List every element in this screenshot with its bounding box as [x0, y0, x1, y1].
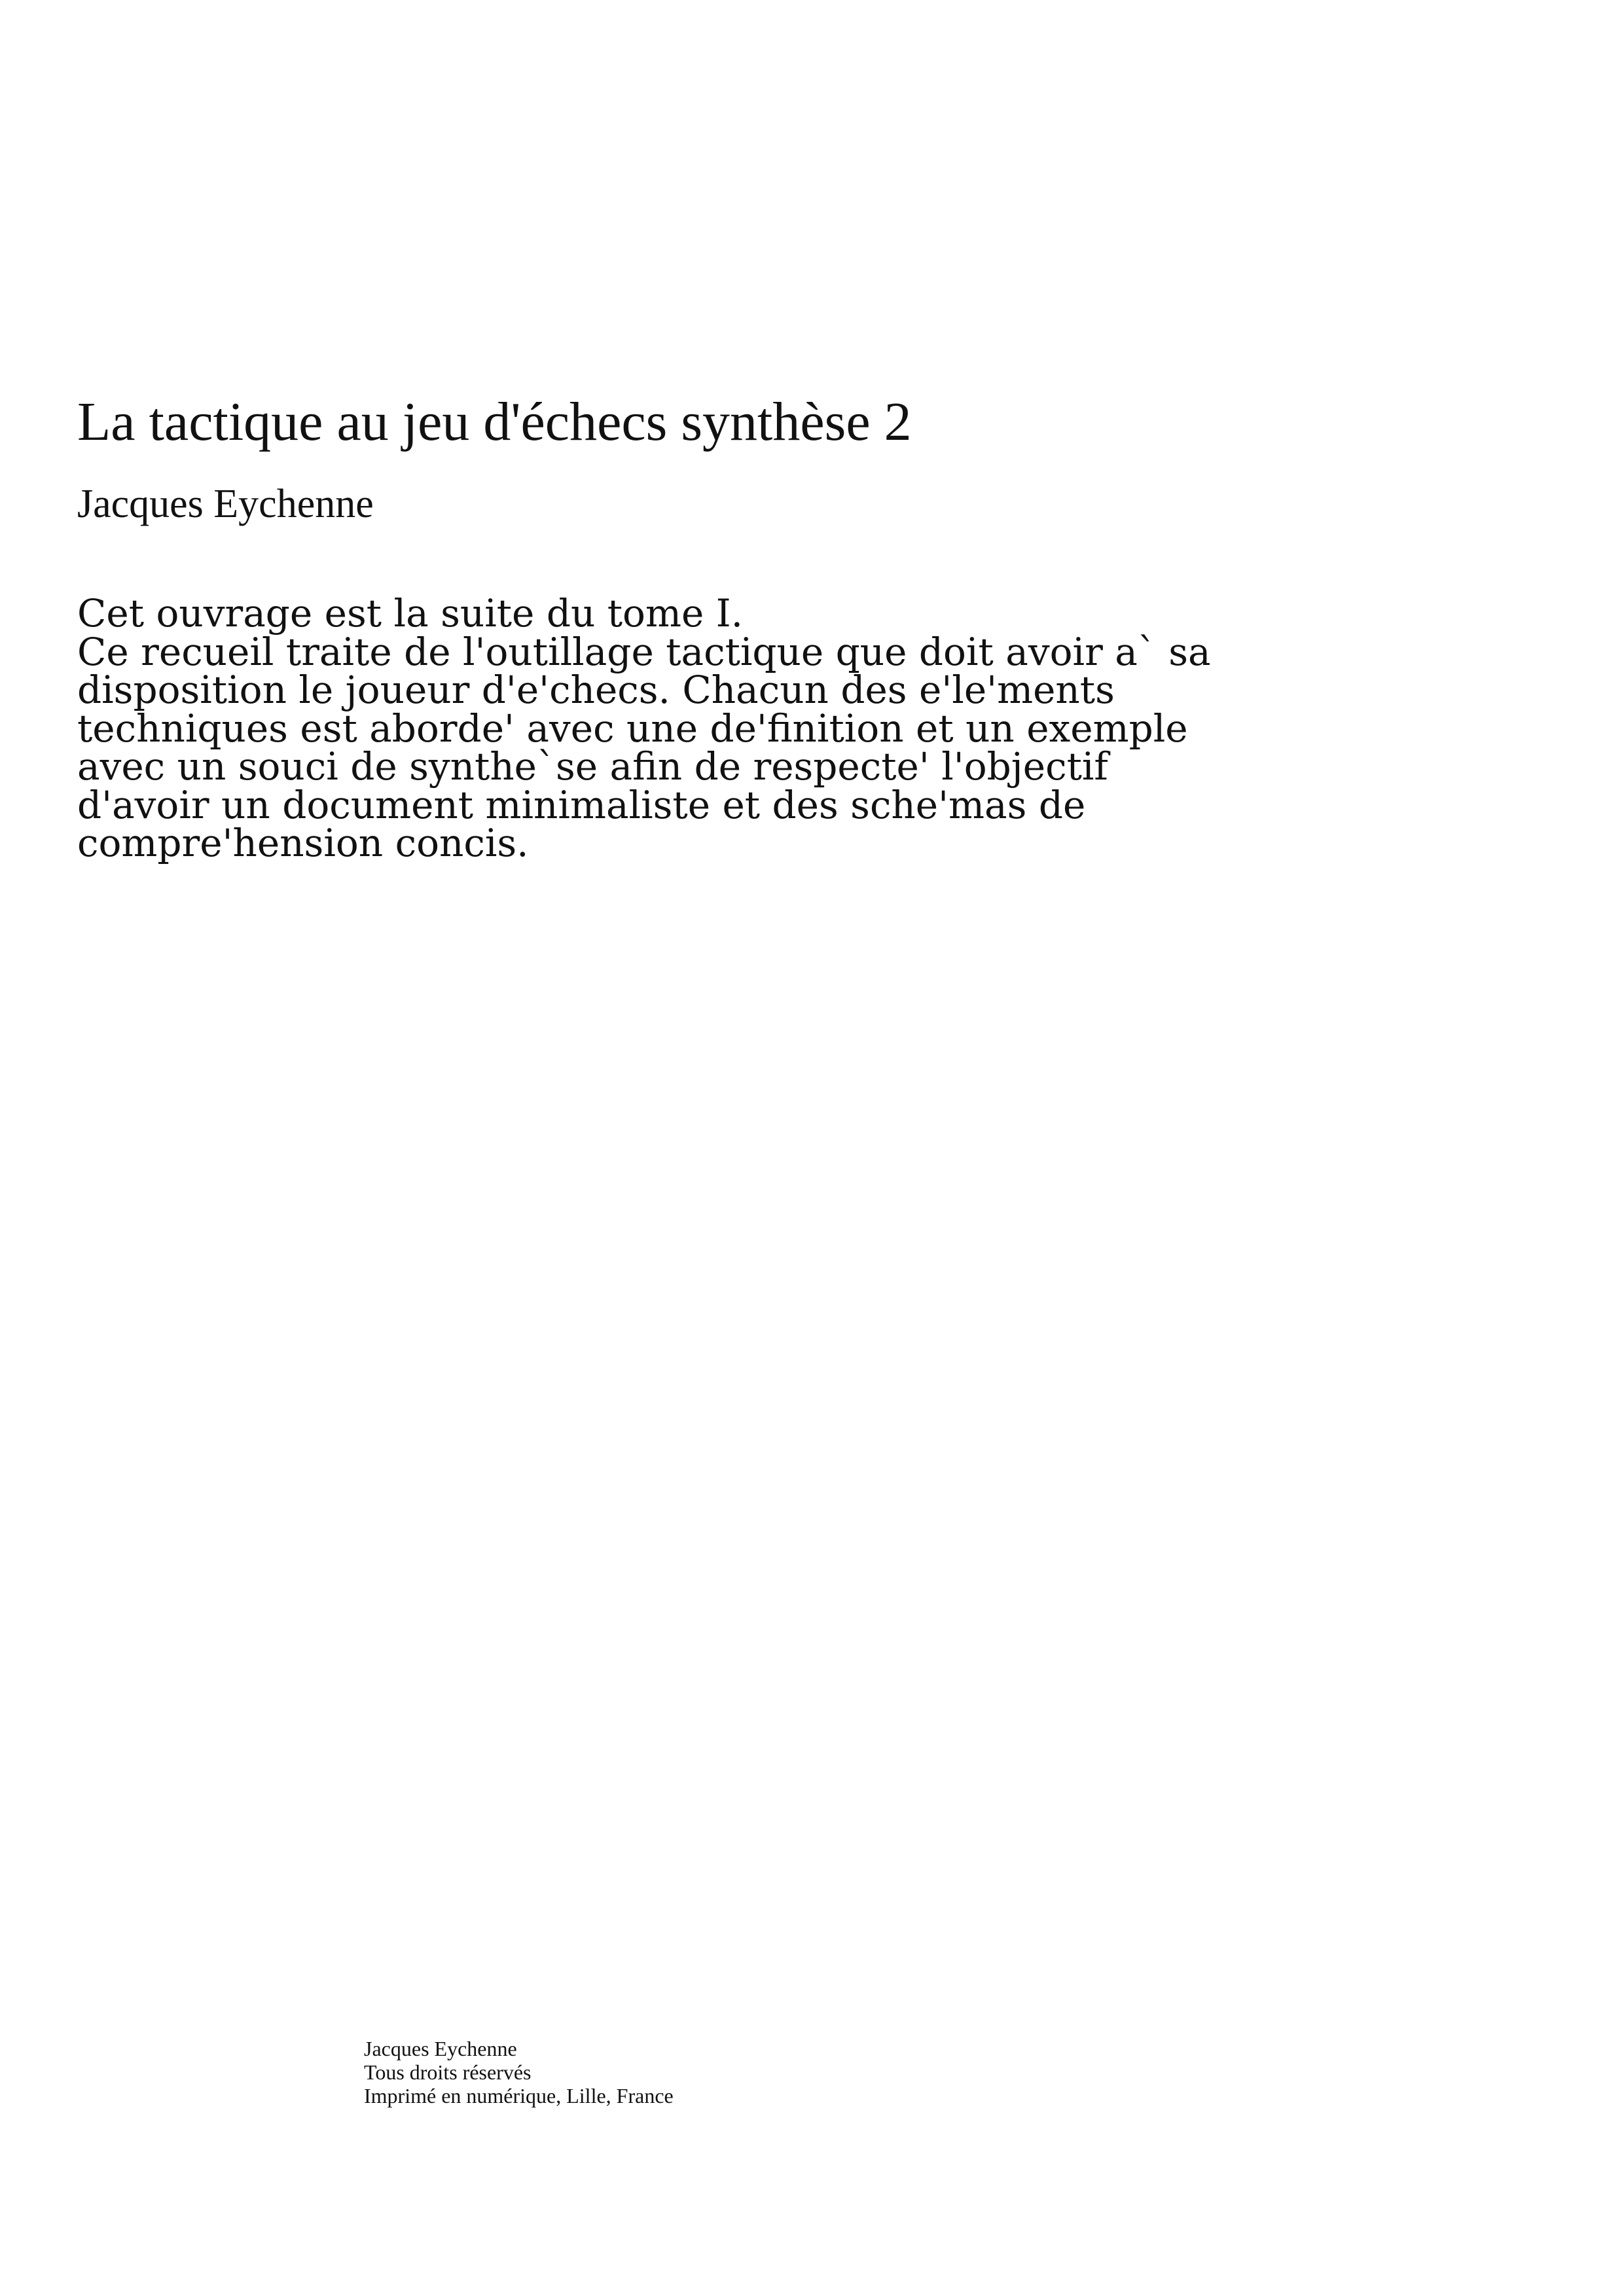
abstract-line: compre'hension concis.	[77, 821, 529, 865]
book-abstract	[77, 591, 1321, 865]
imprint-block	[364, 2037, 674, 2108]
abstract-line: avec un souci de synthe`se afin de respecte' l'objectif	[77, 744, 1108, 789]
abstract-line: disposition le joueur d'e'checs. Chacun des e'le'ments	[77, 668, 1115, 712]
imprint-author: Jacques Eychenne	[364, 2037, 517, 2060]
imprint-rights: Tous droits réservés	[364, 2060, 532, 2084]
imprint-printed: Imprimé en numérique, Lille, France	[364, 2084, 674, 2108]
abstract-line: Ce recueil traite de l'outillage tactique que doit avoir a` sa	[77, 629, 1211, 674]
book-author: Jacques Eychenne	[77, 482, 374, 526]
book-title: La tactique au jeu d'échecs synthèse 2	[77, 391, 912, 452]
abstract-line: Cet ouvrage est la suite du tome I.	[77, 591, 744, 636]
abstract-line: techniques est aborde' avec une de'finition et un exemple	[77, 706, 1188, 751]
abstract-line: d'avoir un document minimaliste et des sche'mas de	[77, 782, 1086, 827]
